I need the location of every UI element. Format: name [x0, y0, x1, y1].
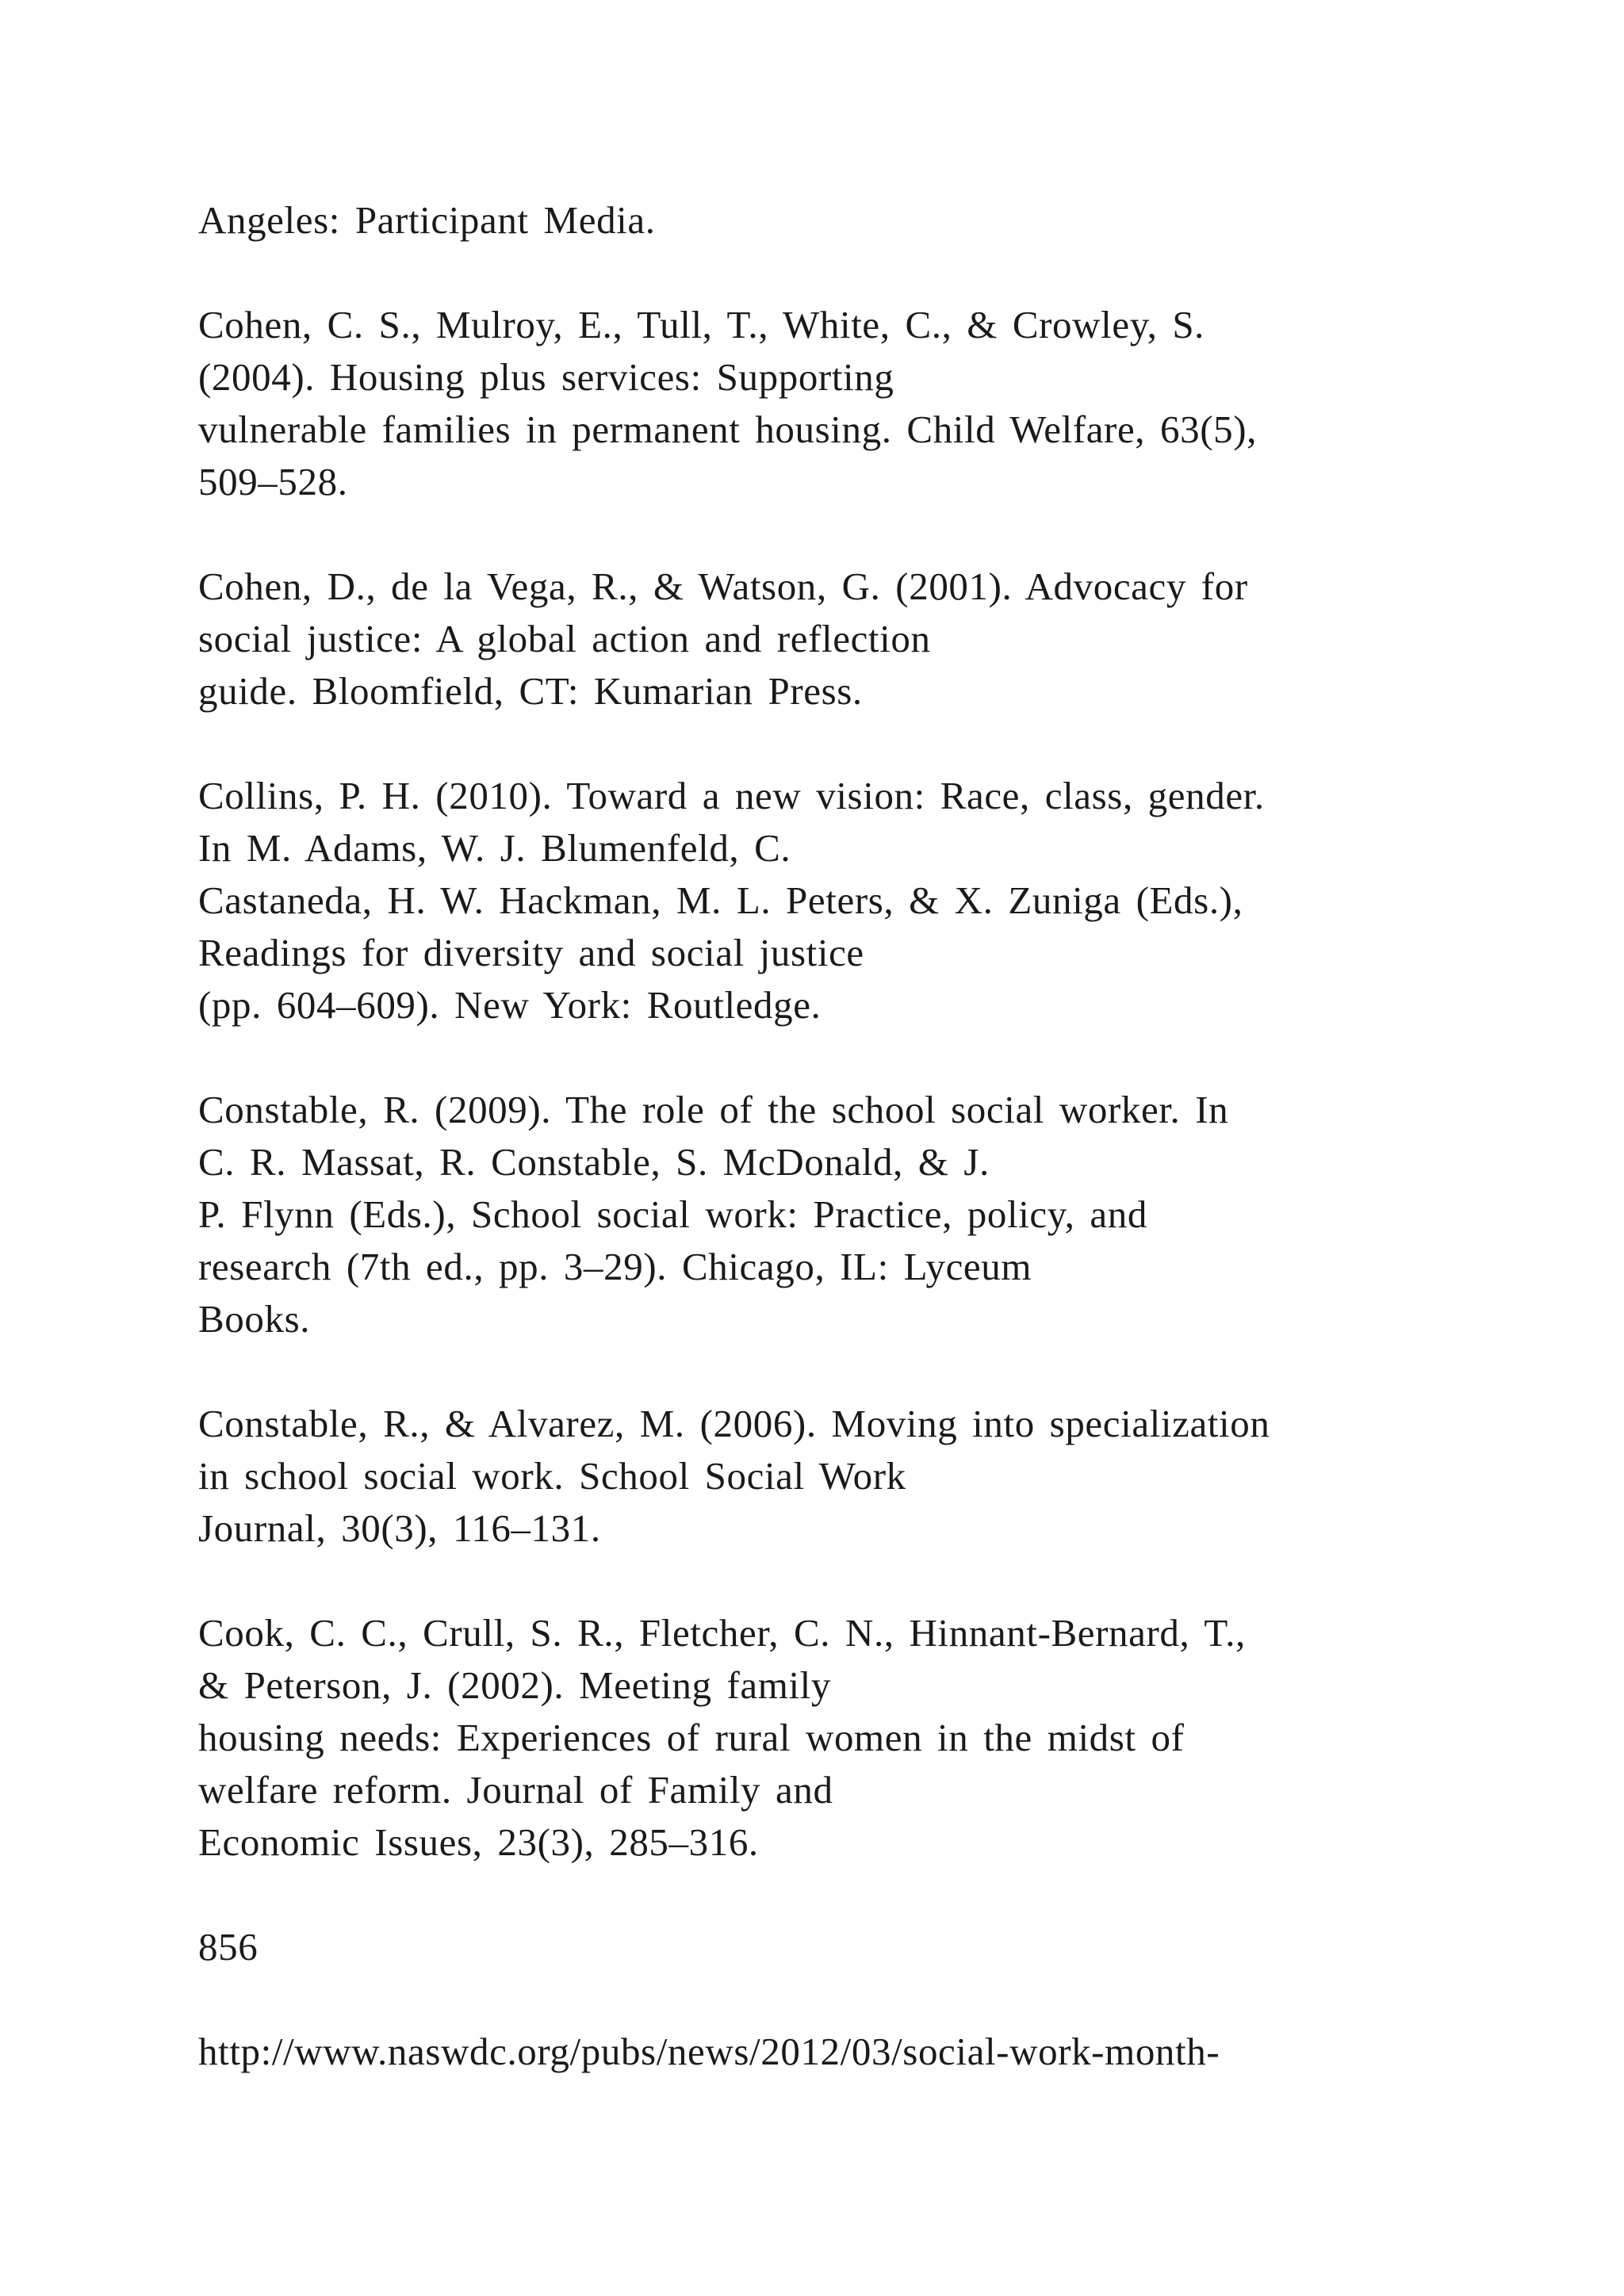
- text-line: (pp. 604–609). New York: Routledge.: [198, 983, 822, 1027]
- text-line: in school social work. School Social Work: [198, 1454, 906, 1498]
- text-line: Economic Issues, 23(3), 285–316.: [198, 1820, 759, 1864]
- text-line: Books.: [198, 1297, 311, 1341]
- text-line: Collins, P. H. (2010). Toward a new vision: Race, class, gender.: [198, 774, 1265, 817]
- text-line: welfare reform. Journal of Family and: [198, 1768, 833, 1812]
- text-line: housing needs: Experiences of rural women in the midst of: [198, 1716, 1185, 1759]
- text-line: Constable, R. (2009). The role of the school social worker. In: [198, 1088, 1229, 1131]
- paragraph-gap: [198, 247, 1507, 299]
- text-line: Castaneda, H. W. Hackman, M. L. Peters, & X. Zuniga (Eds.),: [198, 878, 1243, 922]
- text-line: Journal, 30(3), 116–131.: [198, 1506, 601, 1550]
- url-line: http://www.naswdc.org/pubs/news/2012/03/social-work-month-: [198, 2030, 1220, 2073]
- text-line: Readings for diversity and social justice: [198, 931, 864, 974]
- paragraph-gap: [198, 508, 1507, 561]
- document-page: [198, 194, 1507, 2078]
- text-line: C. R. Massat, R. Constable, S. McDonald, & J.: [198, 1140, 990, 1184]
- paragraph-gap: [198, 1031, 1507, 1084]
- text-line: & Peterson, J. (2002). Meeting family: [198, 1663, 831, 1707]
- text-line: Cohen, C. S., Mulroy, E., Tull, T., White, C., & Crowley, S.: [198, 303, 1205, 346]
- page-number: 856: [198, 1925, 259, 1969]
- text-line: Constable, R., & Alvarez, M. (2006). Moving into specialization: [198, 1402, 1270, 1445]
- text-line: research (7th ed., pp. 3–29). Chicago, IL: Lyceum: [198, 1245, 1032, 1288]
- text-line: P. Flynn (Eds.), School social work: Practice, policy, and: [198, 1192, 1147, 1236]
- paragraph-gap: [198, 1973, 1507, 2026]
- paragraph-gap: [198, 1555, 1507, 1607]
- text-line: social justice: A global action and reflection: [198, 617, 931, 660]
- text-line: vulnerable families in permanent housing. Child Welfare, 63(5),: [198, 408, 1257, 451]
- paragraph-gap: [198, 718, 1507, 770]
- text-line: 509–528.: [198, 460, 348, 503]
- text-line: Cohen, D., de la Vega, R., & Watson, G. (2001). Advocacy for: [198, 564, 1248, 608]
- text-line: Cook, C. C., Crull, S. R., Fletcher, C. N., Hinnant-Bernard, T.,: [198, 1611, 1246, 1655]
- text-line: In M. Adams, W. J. Blumenfeld, C.: [198, 826, 791, 870]
- paragraph-gap: [198, 1345, 1507, 1398]
- text-line: guide. Bloomfield, CT: Kumarian Press.: [198, 669, 863, 713]
- text-line: (2004). Housing plus services: Supporting: [198, 355, 894, 399]
- text-line: Angeles: Participant Media.: [198, 198, 656, 242]
- paragraph-gap: [198, 1869, 1507, 1921]
